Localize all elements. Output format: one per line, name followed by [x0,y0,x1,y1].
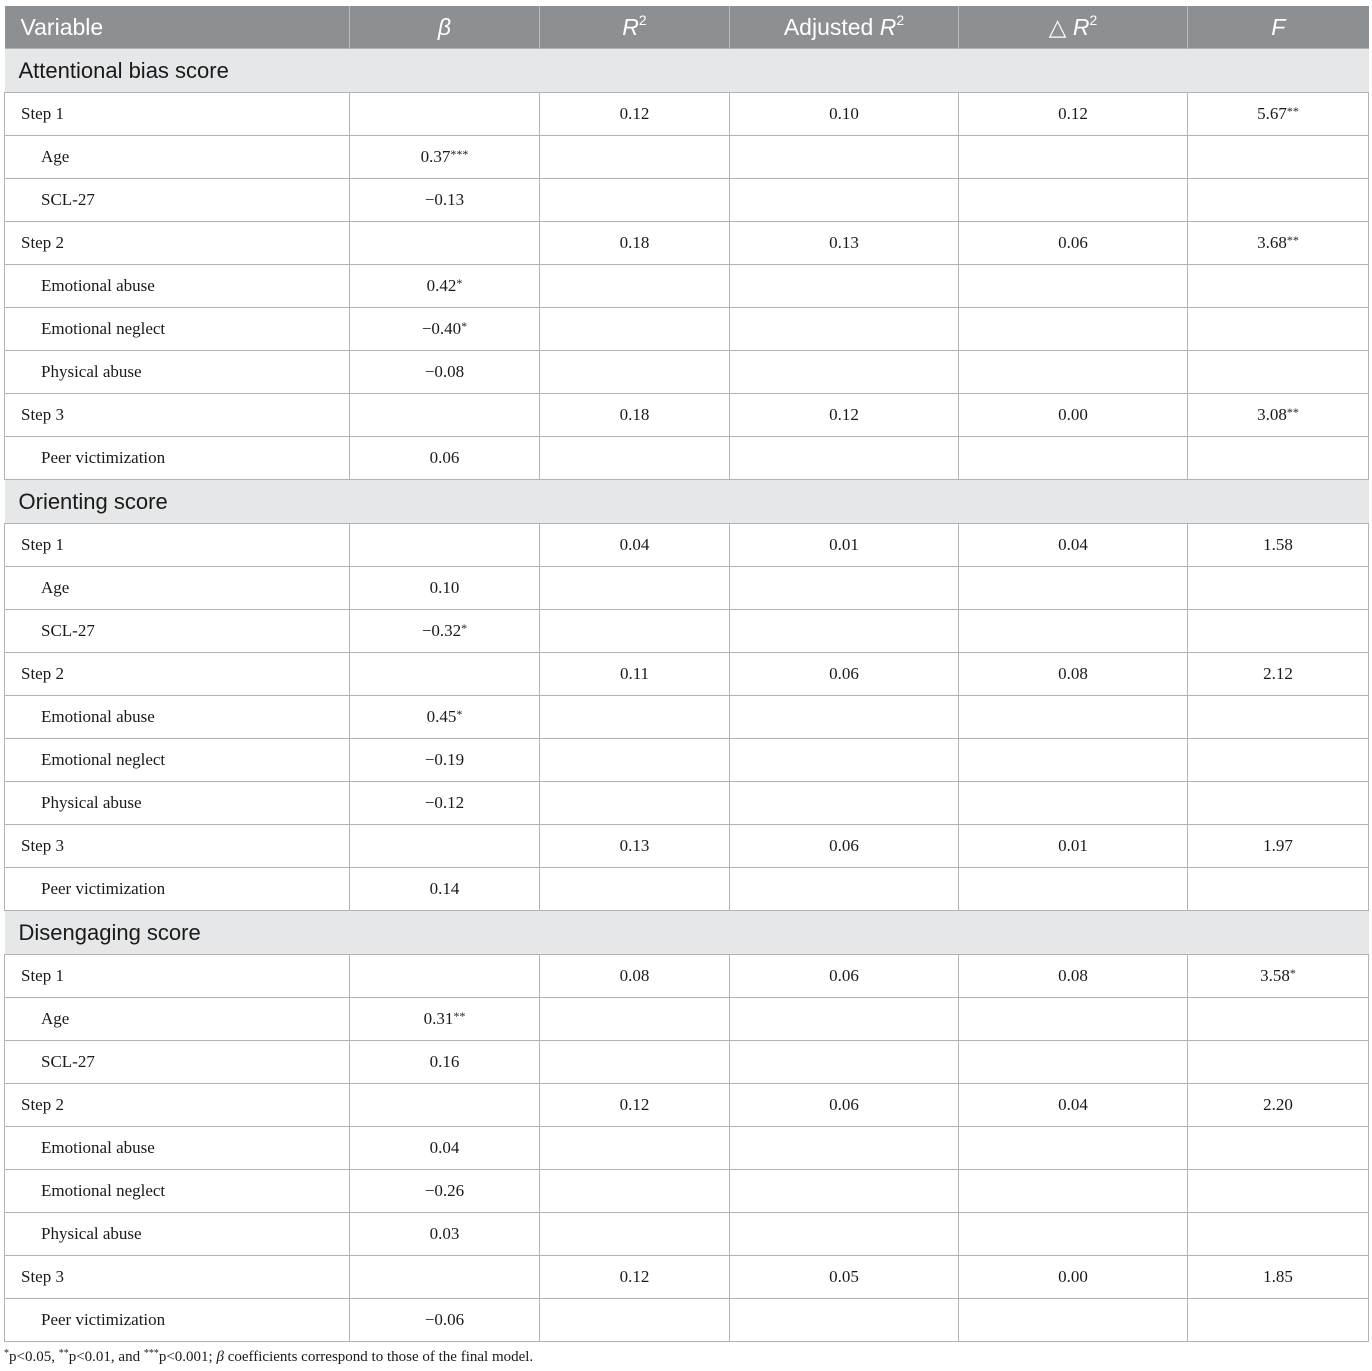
f-significance: ** [1286,405,1299,419]
delta-r2-cell [959,868,1188,911]
adjusted-r2-cell: 0.10 [730,93,959,136]
delta-r2-cell [959,782,1188,825]
f-value: 2.20 [1263,1095,1293,1114]
beta-cell [350,1041,540,1084]
variable-cell: Step 2 [5,1084,350,1127]
r2-cell [540,782,730,825]
table-body [5,49,1369,1342]
footnote-text-2: p<0.01, and [68,1349,144,1365]
adjusted-r2-cell [730,265,959,308]
beta-value: −0.32 [421,621,462,640]
f-cell [1188,1170,1369,1213]
section-title: Attentional bias score [5,49,1369,93]
adjusted-r2-cell: 0.01 [730,524,959,567]
variable-cell: Step 1 [5,524,350,567]
beta-value: −0.19 [424,750,465,769]
predictor-row [5,179,1369,222]
step-row [5,1256,1369,1299]
f-cell [1188,1299,1369,1342]
predictor-row [5,1127,1369,1170]
delta-r2-cell [959,351,1188,394]
beta-cell [350,1256,540,1299]
variable-cell: SCL-27 [5,610,350,653]
header-adjusted-sup: 2 [896,11,905,28]
adjusted-r2-cell [730,782,959,825]
adjusted-r2-cell: 0.06 [730,825,959,868]
delta-r2-cell: 0.00 [959,1256,1188,1299]
beta-significance: *** [450,147,469,161]
adjusted-r2-cell [730,998,959,1041]
beta-value: 0.14 [429,879,460,898]
delta-r2-cell [959,739,1188,782]
step-row [5,1084,1369,1127]
r2-cell: 0.18 [540,394,730,437]
delta-r2-cell: 0.08 [959,653,1188,696]
r2-cell [540,351,730,394]
beta-value: −0.08 [424,362,465,381]
header-f-label: F [1271,13,1286,40]
adjusted-r2-cell [730,1213,959,1256]
beta-cell [350,567,540,610]
adjusted-r2-cell [730,308,959,351]
beta-value: 0.31 [423,1009,454,1028]
beta-significance: * [456,707,463,721]
variable-cell: Step 3 [5,825,350,868]
adjusted-r2-cell [730,610,959,653]
footnote-star-2: ** [58,1348,69,1359]
predictor-row [5,610,1369,653]
adjusted-r2-cell [730,1299,959,1342]
header-adjusted-label: Adjusted [783,13,880,40]
f-cell [1188,1256,1369,1299]
delta-r2-cell [959,1213,1188,1256]
variable-cell: Step 1 [5,955,350,998]
header-variable: Variable [5,6,350,49]
variable-cell: SCL-27 [5,179,350,222]
f-significance: ** [1286,104,1299,118]
r2-cell [540,998,730,1041]
table-header [5,6,1369,49]
f-cell [1188,394,1369,437]
variable-cell: Peer victimization [5,1299,350,1342]
beta-cell [350,93,540,136]
f-value: 3.68 [1257,233,1287,252]
step-row [5,394,1369,437]
beta-cell [350,222,540,265]
f-cell [1188,351,1369,394]
f-value: 3.08 [1257,405,1287,424]
step-row [5,524,1369,567]
r2-cell: 0.12 [540,93,730,136]
header-adjusted-r: R [879,13,897,40]
beta-cell [350,610,540,653]
r2-cell: 0.04 [540,524,730,567]
delta-r2-cell [959,1299,1188,1342]
variable-cell: Emotional neglect [5,308,350,351]
delta-r2-cell [959,1041,1188,1084]
beta-cell [350,998,540,1041]
adjusted-r2-cell: 0.05 [730,1256,959,1299]
beta-cell [350,136,540,179]
delta-r2-cell [959,265,1188,308]
r2-cell [540,1299,730,1342]
variable-cell: SCL-27 [5,1041,350,1084]
delta-r2-cell: 0.06 [959,222,1188,265]
r2-cell [540,567,730,610]
beta-cell [350,739,540,782]
f-value: 1.85 [1263,1267,1293,1286]
variable-cell: Step 3 [5,1256,350,1299]
predictor-row [5,265,1369,308]
beta-significance: * [461,319,468,333]
beta-value: −0.40 [421,319,462,338]
beta-significance: * [461,621,468,635]
section-row [5,911,1369,955]
beta-cell [350,653,540,696]
beta-cell [350,1213,540,1256]
section-title: Orienting score [5,480,1369,524]
f-cell [1188,1041,1369,1084]
beta-cell [350,179,540,222]
variable-cell: Peer victimization [5,437,350,480]
f-cell [1188,93,1369,136]
delta-r2-cell [959,179,1188,222]
predictor-row [5,308,1369,351]
f-cell [1188,782,1369,825]
f-cell [1188,653,1369,696]
beta-cell [350,524,540,567]
header-r2 [540,6,730,49]
step-row [5,653,1369,696]
f-cell [1188,437,1369,480]
f-cell [1188,955,1369,998]
variable-cell: Emotional abuse [5,265,350,308]
beta-cell [350,394,540,437]
beta-cell [350,696,540,739]
adjusted-r2-cell: 0.06 [730,1084,959,1127]
predictor-row [5,696,1369,739]
beta-value: −0.12 [424,793,465,812]
variable-cell: Emotional abuse [5,1127,350,1170]
adjusted-r2-cell: 0.13 [730,222,959,265]
beta-value: −0.06 [424,1310,465,1329]
variable-cell: Step 1 [5,93,350,136]
section-row [5,49,1369,93]
f-cell [1188,825,1369,868]
section-row [5,480,1369,524]
f-cell [1188,868,1369,911]
f-value: 1.97 [1263,836,1293,855]
beta-cell [350,1084,540,1127]
header-row [5,6,1369,49]
adjusted-r2-cell [730,696,959,739]
footnote-beta: β [216,1349,224,1365]
variable-cell: Physical abuse [5,351,350,394]
predictor-row [5,1213,1369,1256]
regression-table-container [4,6,1368,1342]
variable-cell: Step 2 [5,222,350,265]
f-cell [1188,1084,1369,1127]
r2-cell: 0.12 [540,1256,730,1299]
beta-cell [350,782,540,825]
predictor-row [5,782,1369,825]
delta-r2-cell [959,696,1188,739]
beta-value: −0.26 [424,1181,465,1200]
r2-cell [540,437,730,480]
beta-value: −0.13 [424,190,465,209]
step-row [5,93,1369,136]
predictor-row [5,1170,1369,1213]
footnote-star-1: * [4,1348,9,1359]
f-value: 3.58 [1260,966,1290,985]
f-cell [1188,696,1369,739]
variable-cell: Peer victimization [5,868,350,911]
f-value: 2.12 [1263,664,1293,683]
step-row [5,825,1369,868]
variable-cell: Age [5,567,350,610]
variable-cell: Physical abuse [5,1213,350,1256]
header-beta-symbol: β [437,13,452,40]
beta-value: 0.06 [429,448,460,467]
delta-r2-cell [959,1170,1188,1213]
header-delta-r: R [1072,13,1090,40]
f-value: 5.67 [1257,104,1287,123]
r2-cell [540,1170,730,1213]
adjusted-r2-cell [730,179,959,222]
adjusted-r2-cell: 0.06 [730,653,959,696]
predictor-row [5,1299,1369,1342]
f-cell [1188,610,1369,653]
beta-cell [350,825,540,868]
f-cell [1188,524,1369,567]
delta-r2-cell: 0.12 [959,93,1188,136]
beta-cell [350,1127,540,1170]
beta-cell [350,955,540,998]
adjusted-r2-cell [730,567,959,610]
predictor-row [5,136,1369,179]
footnote-text-1: p<0.05, [9,1349,59,1365]
beta-cell [350,265,540,308]
f-cell [1188,1127,1369,1170]
beta-cell [350,868,540,911]
r2-cell: 0.08 [540,955,730,998]
variable-cell: Emotional abuse [5,696,350,739]
header-r2-r: R [622,13,639,40]
beta-value: 0.04 [429,1138,460,1157]
delta-r2-cell [959,1127,1188,1170]
adjusted-r2-cell [730,1170,959,1213]
predictor-row [5,567,1369,610]
adjusted-r2-cell [730,351,959,394]
r2-cell [540,265,730,308]
r2-cell [540,739,730,782]
variable-cell: Age [5,998,350,1041]
delta-r2-cell: 0.01 [959,825,1188,868]
delta-r2-cell [959,567,1188,610]
regression-table [4,6,1369,1342]
beta-significance: ** [453,1009,466,1023]
header-delta-symbol: △ [1048,13,1073,40]
f-significance: ** [1286,233,1299,247]
adjusted-r2-cell: 0.06 [730,955,959,998]
predictor-row [5,1041,1369,1084]
delta-r2-cell: 0.00 [959,394,1188,437]
delta-r2-cell [959,136,1188,179]
f-cell [1188,179,1369,222]
adjusted-r2-cell [730,437,959,480]
variable-cell: Physical abuse [5,782,350,825]
r2-cell [540,179,730,222]
delta-r2-cell: 0.08 [959,955,1188,998]
beta-cell [350,1299,540,1342]
r2-cell [540,610,730,653]
f-cell [1188,567,1369,610]
header-f [1188,6,1369,49]
adjusted-r2-cell [730,1041,959,1084]
variable-cell: Step 3 [5,394,350,437]
f-cell [1188,308,1369,351]
step-row [5,955,1369,998]
r2-cell [540,1213,730,1256]
r2-cell [540,696,730,739]
r2-cell: 0.11 [540,653,730,696]
variable-cell: Emotional neglect [5,739,350,782]
adjusted-r2-cell [730,739,959,782]
delta-r2-cell [959,610,1188,653]
r2-cell: 0.18 [540,222,730,265]
beta-value: 0.16 [429,1052,460,1071]
predictor-row [5,868,1369,911]
adjusted-r2-cell [730,136,959,179]
delta-r2-cell [959,308,1188,351]
beta-value: 0.03 [429,1224,460,1243]
f-cell [1188,136,1369,179]
delta-r2-cell [959,998,1188,1041]
f-value: 1.58 [1263,535,1293,554]
variable-cell: Emotional neglect [5,1170,350,1213]
predictor-row [5,998,1369,1041]
delta-r2-cell: 0.04 [959,524,1188,567]
f-cell [1188,265,1369,308]
beta-cell [350,1170,540,1213]
header-beta [350,6,540,49]
f-cell [1188,739,1369,782]
delta-r2-cell [959,437,1188,480]
table-footnote [4,1349,533,1366]
footnote-star-3: *** [143,1348,159,1359]
predictor-row [5,739,1369,782]
header-r2-sup: 2 [638,11,647,28]
variable-cell: Age [5,136,350,179]
beta-cell [350,437,540,480]
beta-significance: * [456,276,463,290]
header-adjusted-r2 [730,6,959,49]
beta-value: 0.42 [426,276,457,295]
beta-cell [350,308,540,351]
predictor-row [5,437,1369,480]
r2-cell [540,868,730,911]
delta-r2-cell: 0.04 [959,1084,1188,1127]
r2-cell [540,308,730,351]
header-delta-sup: 2 [1089,11,1098,28]
header-delta-r2 [959,6,1188,49]
f-cell [1188,998,1369,1041]
r2-cell [540,1127,730,1170]
step-row [5,222,1369,265]
adjusted-r2-cell [730,868,959,911]
f-cell [1188,1213,1369,1256]
r2-cell: 0.13 [540,825,730,868]
beta-cell [350,351,540,394]
r2-cell [540,136,730,179]
r2-cell [540,1041,730,1084]
beta-value: 0.10 [429,578,460,597]
adjusted-r2-cell: 0.12 [730,394,959,437]
section-title: Disengaging score [5,911,1369,955]
f-significance: * [1289,966,1296,980]
adjusted-r2-cell [730,1127,959,1170]
beta-value: 0.37 [420,147,451,166]
footnote-text-3: p<0.001; [158,1349,217,1365]
beta-value: 0.45 [426,707,457,726]
r2-cell: 0.12 [540,1084,730,1127]
variable-cell: Step 2 [5,653,350,696]
footnote-text-4: coefficients correspond to those of the final model. [223,1349,534,1365]
f-cell [1188,222,1369,265]
predictor-row [5,351,1369,394]
